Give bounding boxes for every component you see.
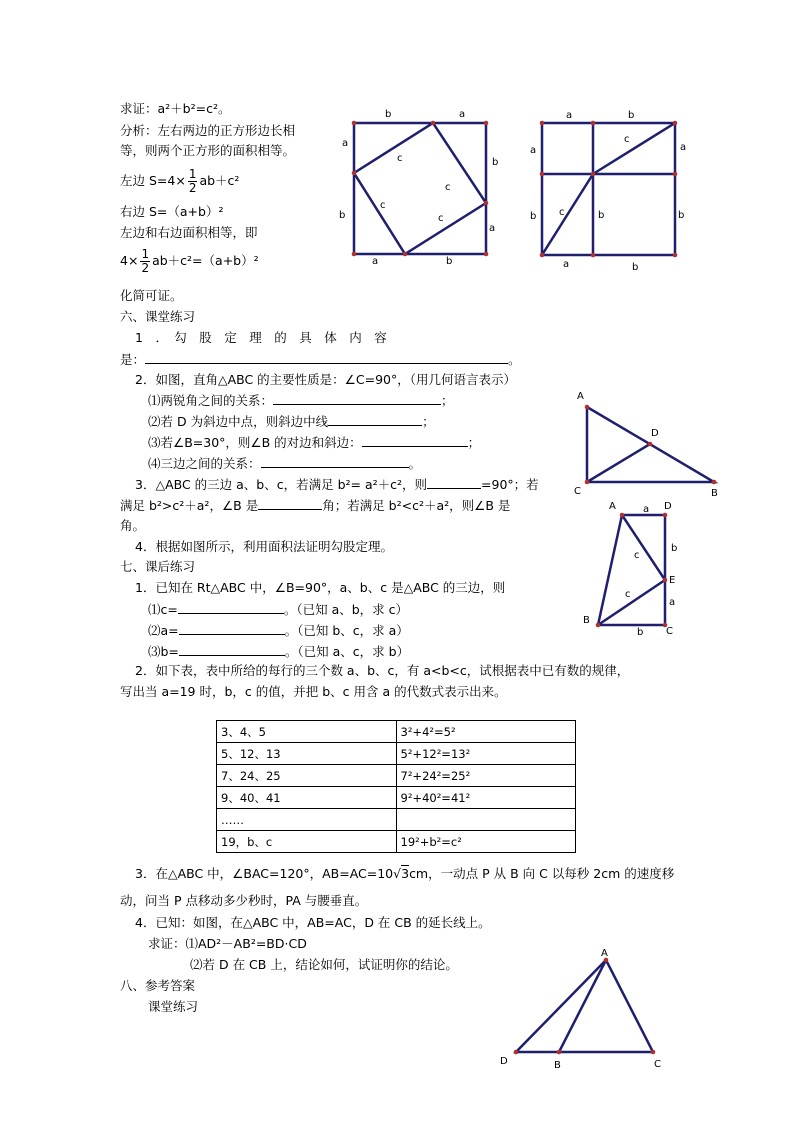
label-b: b xyxy=(598,210,605,221)
label-vertex-d: D xyxy=(500,1056,508,1067)
triple-cell: 7、24、25 xyxy=(217,765,397,787)
label-a: a xyxy=(643,504,650,515)
label-b: b xyxy=(628,110,635,121)
s6-q1-line2: 是： 。 xyxy=(120,352,521,367)
s7-q1-2: ⑵a= 。（已知 b、c，求 a） xyxy=(148,623,409,638)
label-c: c xyxy=(397,153,403,164)
label-a: a xyxy=(563,259,570,270)
s6-q2-2: ⑵若 D 为斜边中点，则斜边中线 ； xyxy=(148,414,435,429)
label-a: a xyxy=(680,142,687,153)
s7-q1-1: ⑴c= 。（已知 a、b，求 c） xyxy=(148,602,409,617)
s6-q4: 4．根据如图所示，利用面积法证明勾股定理。 xyxy=(135,539,393,554)
label-b: b xyxy=(385,109,392,120)
label-c: c xyxy=(438,213,444,224)
s6-q2-3: ⑶若∠B=30°，则∠B 的对边和斜边： ； xyxy=(148,435,481,450)
label-a: a xyxy=(459,109,466,120)
label-c: c xyxy=(624,134,630,145)
s6-q1-line1: 1 ． 勾 股 定 理 的 具 体 内 容 xyxy=(135,330,387,345)
equation-line: 4× $\frac{1}{2}$ ab＋c²=（a+b）² xyxy=(120,247,259,275)
s6-q3-line3: 角。 xyxy=(120,518,146,533)
s6-q2-4: ⑷三边之间的关系： 。 xyxy=(148,456,422,471)
label-c: c xyxy=(634,550,640,561)
label-c: c xyxy=(559,207,565,218)
s7-q3-line2: 动，问当 P 点移动多少秒时，PA 与腰垂直。 xyxy=(120,893,368,908)
equation-cell: 19²+b²=c² xyxy=(396,831,576,853)
label-vertex-a: A xyxy=(601,948,608,959)
label-a: a xyxy=(566,110,573,121)
figure-trapezoid xyxy=(598,515,665,625)
triple-cell: …… xyxy=(217,809,397,831)
label-a: a xyxy=(530,145,537,156)
label-vertex-d: D xyxy=(651,428,659,439)
proof-conclusion: 化简可证。 xyxy=(120,288,183,303)
section-6-title: 六、课堂练习 xyxy=(120,309,196,324)
label-c: c xyxy=(625,589,631,600)
equation-cell: 5²+12²=13² xyxy=(396,743,576,765)
triple-cell: 9、40、41 xyxy=(217,787,397,809)
label-vertex-c: C xyxy=(666,626,673,637)
fraction-half: $\frac{1}{2}$ xyxy=(141,247,150,275)
label-vertex-e: E xyxy=(669,575,676,586)
triple-cell: 19，b、c xyxy=(217,831,397,853)
left-area-formula: 左边 S=4× $\frac{1}{2}$ ab＋c² xyxy=(120,167,240,195)
s6-q3-line2: 满足 b²>c²＋a²，∠B 是 角；若满足 b²<c²＋a²，则∠B 是 xyxy=(120,498,511,513)
s7-q1-3: ⑶b= 。（已知 a、c，求 b） xyxy=(148,644,410,659)
label-b: b xyxy=(637,627,644,638)
label-b: b xyxy=(492,157,499,168)
s7-q4-2: ⑵若 D 在 CB 上，结论如何，试证明你的结论。 xyxy=(190,957,458,972)
triple-cell: 3、4、5 xyxy=(217,721,397,743)
figure-left-square xyxy=(354,123,486,254)
label-a: a xyxy=(372,256,379,267)
fraction-half: $\frac{1}{2}$ xyxy=(188,167,197,195)
equation-cell: 9²+40²=41² xyxy=(396,787,576,809)
equation-cell: 3²+4²=5² xyxy=(396,721,576,743)
s7-q2-line2: 写出当 a=19 时，b，c 的值，并把 b、c 用含 a 的代数式表示出来。 xyxy=(120,684,507,699)
equation-cell: 7²+24²=25² xyxy=(396,765,576,787)
s7-q4: 4．已知：如图，在△ABC 中，AB=AC，D 在 CB 的延长线上。 xyxy=(135,915,491,930)
sqrt-symbol: √ xyxy=(393,866,402,881)
label-b: b xyxy=(446,256,453,267)
label-c: c xyxy=(380,200,386,211)
answers-subtitle: 课堂练习 xyxy=(148,999,199,1014)
analysis-line-1: 分析：左右两边的正方形边长相 xyxy=(120,123,296,138)
label-b: b xyxy=(678,210,685,221)
label-a: a xyxy=(489,223,496,234)
section-8-title: 八、参考答案 xyxy=(120,978,196,993)
equal-areas-text: 左边和右边面积相等，即 xyxy=(120,225,258,240)
label-a: a xyxy=(669,597,676,608)
label-vertex-d: D xyxy=(664,501,672,512)
label-vertex-b: B xyxy=(583,615,590,626)
s7-q1: 1．已知在 Rt△ABC 中，∠B=90°，a、b、c 是△ABC 的三边，则 xyxy=(135,580,506,595)
label-vertex-c: C xyxy=(574,486,581,497)
label-b: b xyxy=(530,211,537,222)
label-a: a xyxy=(342,138,349,149)
vertex-dots xyxy=(352,121,717,1055)
s7-q2-line1: 2．如下表，表中所给的每行的三个数 a、b、c，有 a<b<c，试根据表中已有数的规律， xyxy=(135,663,630,678)
figure-isosceles-triangle xyxy=(516,960,653,1052)
label-b: b xyxy=(671,543,678,554)
s6-q3-line1: 3．△ABC 的三边 a、b、c，若满足 b²= a²＋c²，则 =90°；若 xyxy=(135,477,539,492)
label-b: b xyxy=(339,210,346,221)
s7-q4-1: 求证：⑴AD²－AB²=BD·CD xyxy=(148,936,307,951)
figure-right-square xyxy=(542,123,675,255)
section-7-title: 七、课后练习 xyxy=(120,559,196,574)
right-area-formula: 右边 S=（a+b）² xyxy=(120,204,224,219)
label-vertex-c: C xyxy=(654,1059,661,1070)
triple-cell: 5、12、13 xyxy=(217,743,397,765)
label-b: b xyxy=(632,262,639,273)
label-vertex-a: A xyxy=(577,391,584,402)
label-vertex-b: B xyxy=(554,1060,561,1071)
s6-q2-1: ⑴两锐角之间的关系： ； xyxy=(148,393,454,408)
label-c: c xyxy=(445,182,451,193)
s7-q3-line1: 3．在△ABC 中，∠BAC=120°，AB=AC=10√3cm，一动点 P 从 B 向 C 以每秒 2cm 的速度移 xyxy=(135,866,675,881)
label-vertex-a: A xyxy=(609,501,616,512)
proof-statement: 求证：a²＋b²=c²。 xyxy=(120,101,231,116)
s6-q2: 2．如图，直角△ABC 的主要性质是：∠C=90°，（用几何语言表示） xyxy=(135,372,516,387)
analysis-line-2: 等，则两个正方形的面积相等。 xyxy=(120,143,296,158)
label-vertex-b: B xyxy=(711,488,718,499)
